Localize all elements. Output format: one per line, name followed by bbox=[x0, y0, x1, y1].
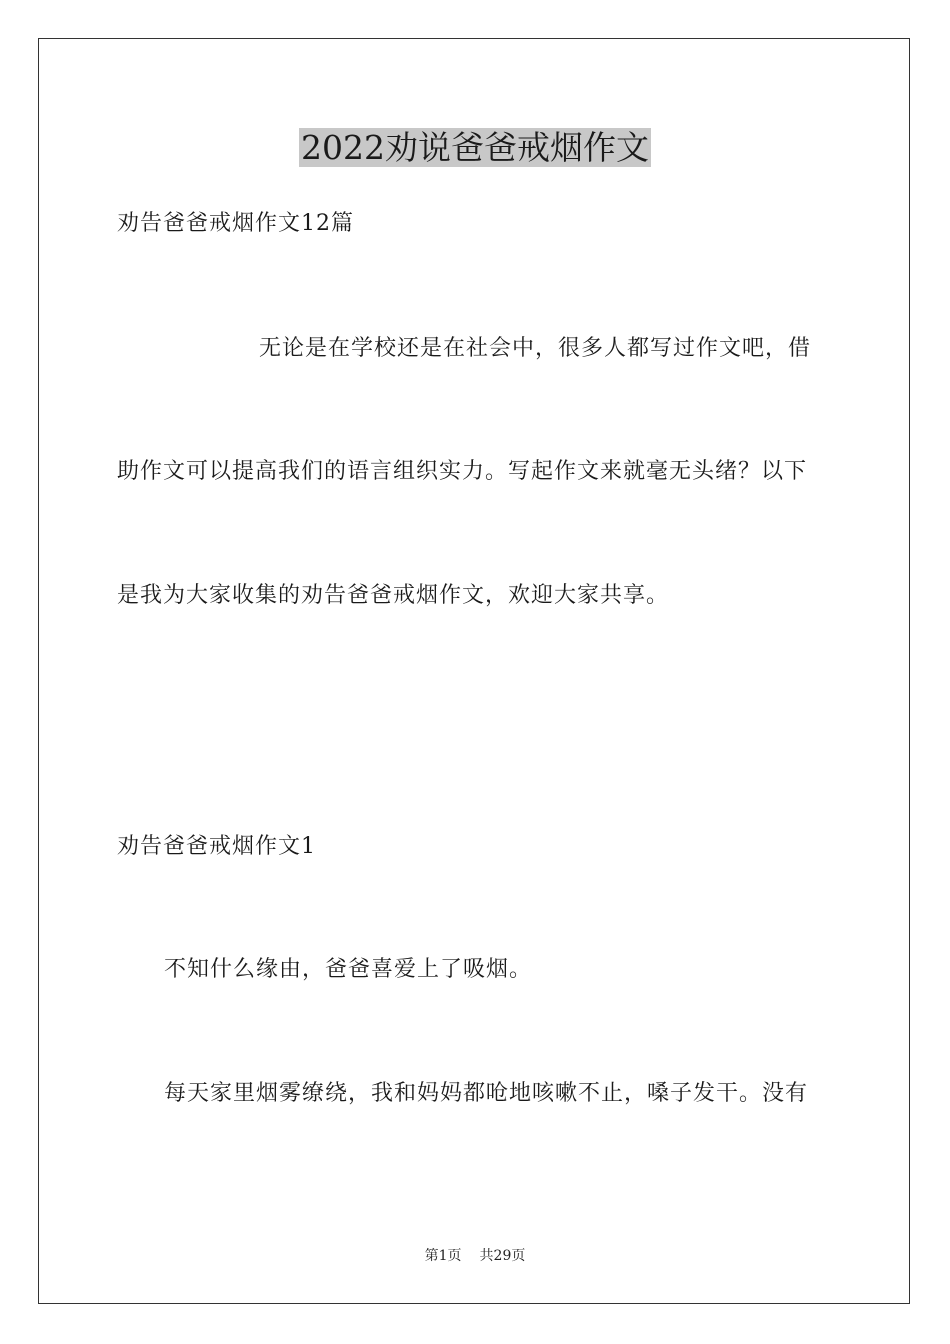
document-title bbox=[0, 128, 950, 168]
body-line-1: 不知什么缘由，爸爸喜爱上了吸烟。 bbox=[164, 957, 533, 982]
intro-line-1: 无论是在学校还是在社会中，很多人都写过作文吧，借 bbox=[259, 336, 812, 361]
section-heading: 劝告爸爸戒烟作文1 bbox=[117, 834, 316, 859]
page-number-total: 共29页 bbox=[479, 1248, 526, 1264]
body-line-2: 每天家里烟雾缭绕，我和妈妈都呛地咳嗽不止，嗓子发干。没有 bbox=[164, 1081, 809, 1106]
page-footer bbox=[0, 1247, 950, 1265]
page-number-current: 第1页 bbox=[424, 1248, 462, 1264]
intro-line-2: 助作文可以提高我们的语言组织实力。写起作文来就毫无头绪？以下 bbox=[117, 459, 808, 484]
document-subtitle: 劝告爸爸戒烟作文12篇 bbox=[117, 211, 354, 236]
intro-line-3: 是我为大家收集的劝告爸爸戒烟作文，欢迎大家共享。 bbox=[117, 583, 670, 608]
document-title-text: 2022劝说爸爸戒烟作文 bbox=[301, 128, 649, 167]
